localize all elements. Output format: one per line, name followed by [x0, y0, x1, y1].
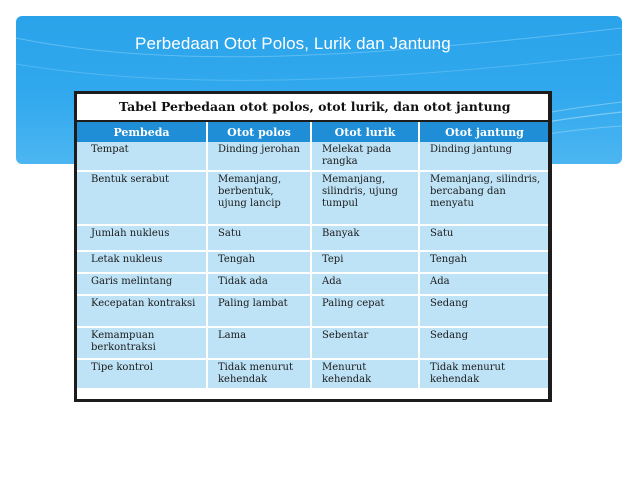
cell-lurik: Paling cepat [311, 295, 419, 327]
cell-polos: Tengah [207, 251, 311, 273]
cell-polos: Tidak menurut kehendak [207, 359, 311, 389]
row-label: Jumlah nukleus [77, 225, 207, 251]
cell-polos: Memanjang, berbentuk, ujung lancip [207, 171, 311, 225]
cell-polos: Lama [207, 327, 311, 359]
slide-title: Perbedaan Otot Polos, Lurik dan Jantung [135, 34, 451, 53]
comparison-table [77, 122, 549, 390]
row-label: Kecepatan kontraksi [77, 295, 207, 327]
table-row [77, 251, 549, 273]
table-row [77, 225, 549, 251]
row-label: Garis melintang [77, 273, 207, 295]
table-row [77, 273, 549, 295]
row-label: Letak nukleus [77, 251, 207, 273]
cell-jantung: Tengah [419, 251, 549, 273]
table-caption: Tabel Perbedaan otot polos, otot lurik, dan otot jantung [77, 94, 548, 122]
cell-lurik: Menurut kehendak [311, 359, 419, 389]
cell-jantung: Tidak menurut kehendak [419, 359, 549, 389]
row-label: Kemampuan berkontraksi [77, 327, 207, 359]
cell-jantung: Satu [419, 225, 549, 251]
cell-polos: Tidak ada [207, 273, 311, 295]
cell-lurik: Melekat pada rangka [311, 142, 419, 171]
table-row [77, 295, 549, 327]
cell-jantung: Sedang [419, 327, 549, 359]
cell-lurik: Ada [311, 273, 419, 295]
row-label: Tipe kontrol [77, 359, 207, 389]
table-row [77, 359, 549, 389]
header-otot-jantung: Otot jantung [419, 122, 549, 142]
table-row [77, 142, 549, 171]
row-label: Tempat [77, 142, 207, 171]
table-row [77, 327, 549, 359]
cell-lurik: Banyak [311, 225, 419, 251]
header-otot-lurik: Otot lurik [311, 122, 419, 142]
cell-polos: Paling lambat [207, 295, 311, 327]
header-otot-polos: Otot polos [207, 122, 311, 142]
cell-jantung: Dinding jantung [419, 142, 549, 171]
cell-lurik: Memanjang, silindris, ujung tumpul [311, 171, 419, 225]
cell-jantung: Sedang [419, 295, 549, 327]
header-pembeda: Pembeda [77, 122, 207, 142]
table-row [77, 171, 549, 225]
cell-polos: Dinding jerohan [207, 142, 311, 171]
cell-jantung: Ada [419, 273, 549, 295]
cell-polos: Satu [207, 225, 311, 251]
cell-lurik: Sebentar [311, 327, 419, 359]
cell-jantung: Memanjang, silindris, bercabang dan menyatu [419, 171, 549, 225]
table-header-row [77, 122, 549, 142]
row-label: Bentuk serabut [77, 171, 207, 225]
cell-lurik: Tepi [311, 251, 419, 273]
table-image [74, 91, 552, 402]
